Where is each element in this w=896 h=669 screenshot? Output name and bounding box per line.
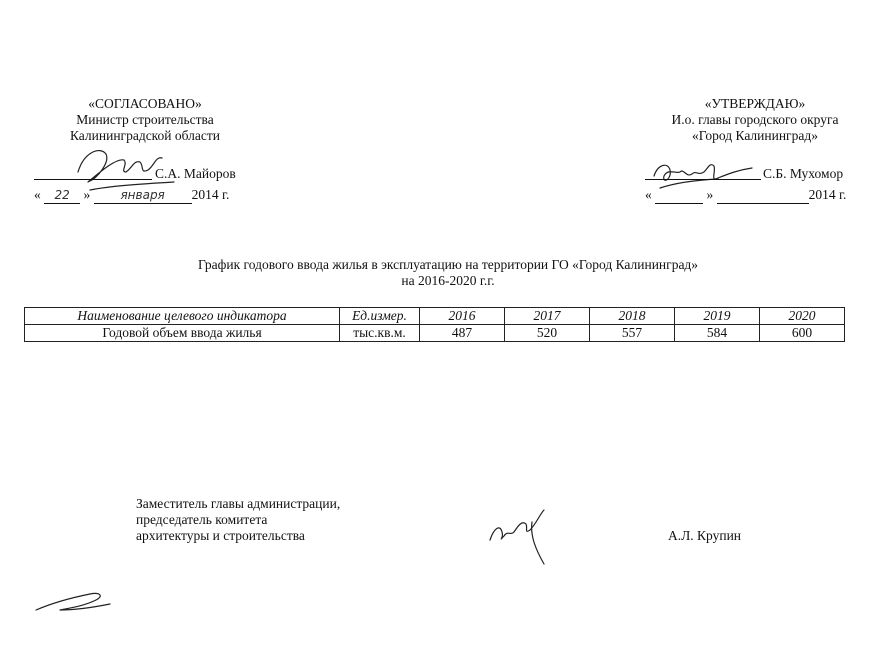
signature-left-line [34,179,152,180]
date-right-year: 2014 г. [808,187,847,202]
table-row [25,325,845,342]
signatory-name: А.Л. Крупин [668,528,742,543]
header-year-2020: 2020 [760,308,845,325]
header-year-2019: 2019 [675,308,760,325]
date-right-open-quote: « [645,187,652,202]
header-unit: Ед.измер. [340,308,420,325]
document-title-line1: График годового ввода жилья в эксплуатацию на территории ГО «Город Калининград» [197,257,699,272]
cell-unit: тыс.кв.м. [340,325,420,342]
signatory-position-line2: председатель комитета [136,512,268,527]
approval-left-date [34,187,229,204]
approval-right-name: С.Б. Мухомор [763,166,844,181]
header-year-2016: 2016 [420,308,505,325]
date-left-year: 2014 г. [191,187,230,202]
signatory-position-line3: архитектуры и строительства [136,528,305,543]
approval-right [630,96,880,144]
cell-value-2019: 584 [675,325,760,342]
signatory-block [136,496,436,544]
cell-value-2018: 557 [590,325,675,342]
date-right-month-blank [717,187,809,204]
date-left-open-quote: « [34,187,41,202]
signature-right-line [645,179,761,180]
approval-right-organization: «Город Калининград» [692,128,818,143]
header-year-2018: 2018 [590,308,675,325]
date-right-day-blank [655,187,703,204]
approval-left-organization: Калининградской области [69,128,221,143]
approval-right-date [645,187,846,204]
cell-value-2016: 487 [420,325,505,342]
approval-left-name: С.А. Майоров [155,166,236,181]
cell-indicator-name: Годовой объем ввода жилья [25,325,340,342]
date-left-month: января [94,187,192,204]
approval-left-position: Министр строительства [76,112,214,127]
cell-value-2020: 600 [760,325,845,342]
approval-left [40,96,250,144]
document-title-line2: на 2016-2020 г.г. [401,273,495,288]
table-header-row [25,308,845,325]
date-left-close-quote: » [83,187,91,202]
indicator-table [24,307,845,342]
cell-value-2017: 520 [505,325,590,342]
initials-mark-image [30,588,120,618]
date-right-close-quote: » [706,187,714,202]
document-title [0,257,896,289]
header-indicator-name: Наименование целевого индикатора [25,308,340,325]
approval-right-position: И.о. главы городского округа [671,112,839,127]
header-year-2017: 2017 [505,308,590,325]
approval-right-heading: «УТВЕРЖДАЮ» [704,96,806,111]
approval-left-heading: «СОГЛАСОВАНО» [88,96,202,111]
signature-bottom-image [480,502,560,572]
signatory-position-line1: Заместитель главы администрации, [136,496,341,511]
date-left-day: 22 [44,187,80,204]
